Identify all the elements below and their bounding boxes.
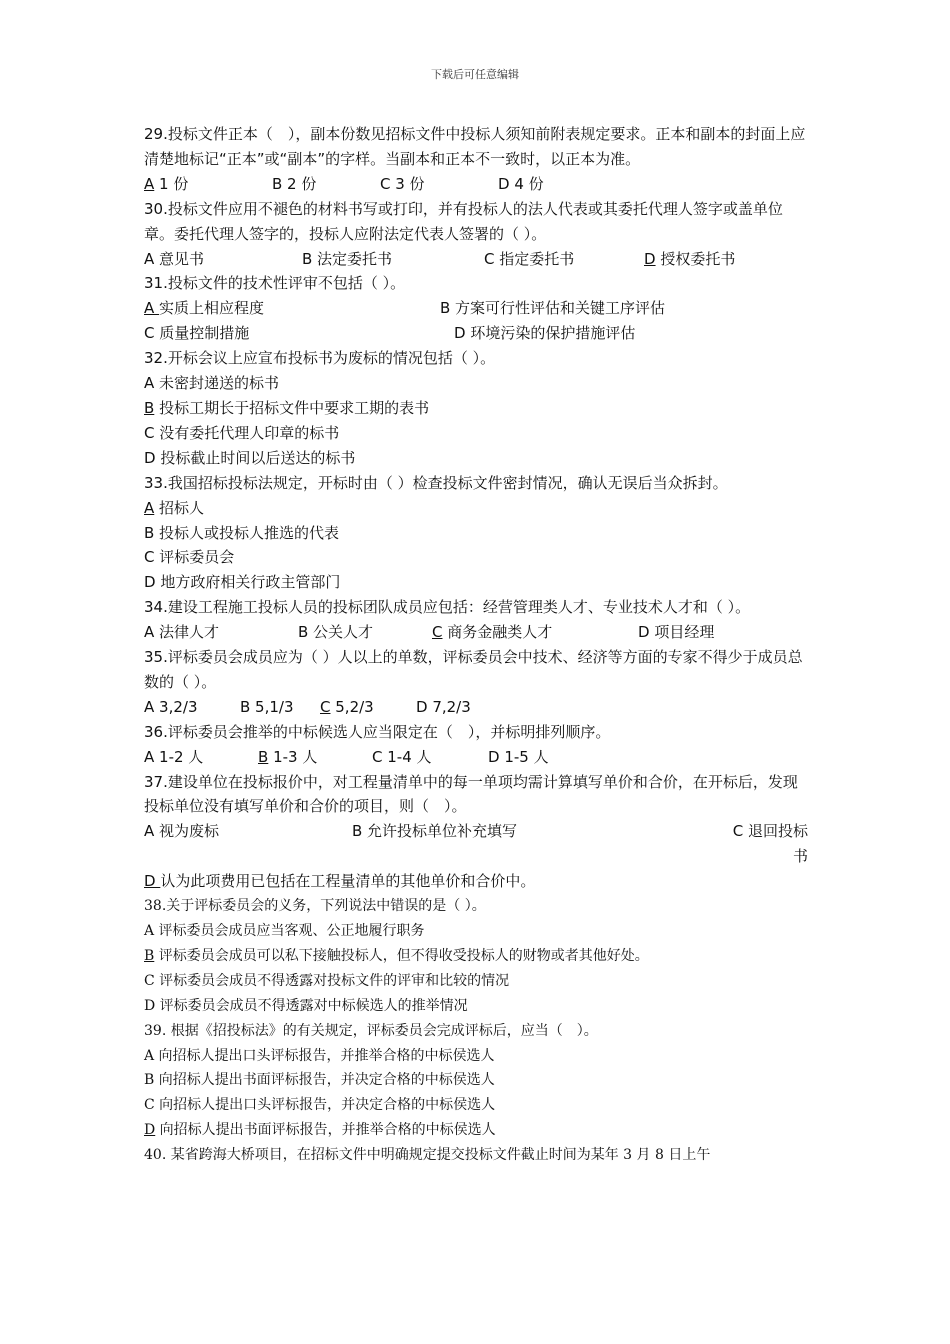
answer-mark: B (144, 947, 155, 964)
option-b: B 方案可行性评估和关键工序评估 (440, 299, 666, 318)
option-c: C 向招标人提出口头评标报告，并决定合格的中标侯选人 (144, 1097, 496, 1114)
option-c: C 5,2/3 (320, 697, 374, 716)
question-39-text: 39. 根据《招投标法》的有关规定，评标委员会完成评标后，应当（ ）。 (144, 1022, 598, 1039)
option-b: B 公关人才 (298, 623, 374, 642)
answer-mark: A (144, 174, 155, 193)
option-b: B 投标人或投标人推选的代表 (144, 523, 340, 542)
option-d: D 7,2/3 (416, 697, 471, 716)
question-32-text: 32.开标会议上应宣布投标书为废标的情况包括（ ）。 (144, 349, 496, 368)
question-35-options (144, 695, 808, 720)
answer-mark: A (144, 299, 160, 318)
option-b: B 评标委员会成员可以私下接触投标人，但不得收受投标人的财物或者其他好处。 (144, 947, 649, 964)
question-36-options (144, 745, 808, 770)
option-b: B 向招标人提出书面评标报告，并决定合格的中标侯选人 (144, 1072, 495, 1089)
option-b: B 法定委托书 (302, 249, 393, 268)
option-a: A 法律人才 (144, 623, 220, 642)
answer-mark: C (432, 623, 443, 642)
option-d: D 项目经理 (638, 623, 715, 642)
question-31-options-1 (144, 296, 808, 321)
option-a: A 意见书 (144, 249, 205, 268)
option-d: D 环境污染的保护措施评估 (454, 324, 636, 343)
page-header: 下载后可任意编辑 (431, 68, 519, 81)
answer-mark: A (144, 498, 155, 517)
question-31-text: 31.投标文件的技术性评审不包括（ ）。 (144, 274, 406, 293)
question-31-options-2 (144, 321, 808, 346)
option-d: D 1-5 人 (488, 747, 549, 766)
option-d: D 向招标人提出书面评标报告，并推举合格的中标侯选人 (144, 1122, 496, 1139)
question-30-options (144, 247, 808, 272)
option-b: B 1-3 人 (258, 747, 318, 766)
answer-mark: D (144, 1122, 156, 1139)
question-29-text: 29.投标文件正本（ ），副本份数见招标文件中投标人须知前附表规定要求。正本和副本的封面上应清楚地标记“正本”或“副本”的字样。当副本和正本不一致时，以正本为准。 (144, 125, 806, 168)
option-a: A 实质上相应程度 (144, 299, 265, 318)
option-c: C 指定委托书 (484, 249, 575, 268)
answer-mark: C (320, 697, 331, 716)
option-c: C 商务金融类人才 (432, 623, 553, 642)
option-a: A 未密封递送的标书 (144, 374, 280, 393)
option-a: A 评标委员会成员应当客观、公正地履行职务 (144, 923, 425, 939)
answer-mark: D (644, 249, 656, 268)
question-33-text: 33.我国招标投标法规定，开标时由（ ）检查投标文件密封情况，确认无误后当众拆封。 (144, 473, 728, 492)
question-29-options (144, 172, 808, 197)
option-c: C 3 份 (380, 174, 425, 193)
answer-mark: D (144, 872, 161, 891)
option-b: B 允许投标单位补充填写 (352, 822, 518, 841)
question-30-text: 30.投标文件应用不褪色的材料书写或打印，并有投标人的法人代表或其委托代理人签字或盖单位章。委托代理人签字的，投标人应附法定代表人签署的（ ）。 (144, 199, 783, 243)
question-list (144, 122, 808, 1168)
option-a: A 1-2 人 (144, 747, 204, 766)
option-b: B 5,1/3 (240, 697, 294, 716)
option-a: A 向招标人提出口头评标报告，并推举合格的中标侯选人 (144, 1047, 495, 1064)
option-d: D 投标截止时间以后送达的标书 (144, 448, 356, 467)
question-34-options (144, 620, 808, 645)
option-b: B 2 份 (272, 174, 317, 193)
option-c: C 评标委员会 (144, 548, 235, 567)
option-a: A 3,2/3 (144, 697, 198, 716)
option-d: D 4 份 (498, 174, 544, 193)
option-c: C 质量控制措施 (144, 324, 250, 343)
question-40-text: 40. 某省跨海大桥项目，在招标文件中明确规定提交投标文件截止时间为某年 3 月 8 日上午 (144, 1147, 711, 1164)
answer-mark: B (144, 398, 155, 417)
option-d: D 评标委员会成员不得透露对中标候选人的推举情况 (144, 997, 468, 1014)
question-35-text: 35.评标委员会成员应为（ ）人以上的单数，评标委员会中技术、经济等方面的专家不得少于成员总数的（ ）。 (144, 648, 803, 691)
option-d: D 授权委托书 (644, 249, 736, 268)
option-b: B 投标工期长于招标文件中要求工期的表书 (144, 398, 430, 417)
option-a: A 招标人 (144, 498, 205, 517)
answer-mark: B (258, 747, 269, 766)
question-38-text: 38.关于评标委员会的义务，下列说法中错误的是（ ）。 (144, 898, 486, 915)
option-c: C 退回投标书 (732, 822, 808, 866)
option-c: C 评标委员会成员不得透露对投标文件的评审和比较的情况 (144, 972, 510, 989)
option-d: D 认为此项费用已包括在工程量清单的其他单价和合价中。 (144, 872, 536, 891)
option-a: A 视为废标 (144, 822, 220, 841)
option-c: C 没有委托代理人印章的标书 (144, 423, 340, 442)
question-38-block (144, 894, 808, 1168)
option-c: C 1-4 人 (372, 747, 432, 766)
question-34-text: 34.建设工程施工投标人员的投标团队成员应包括：经营管理类人才、专业技术人才和（ ）。 (144, 598, 751, 617)
question-37-options-1 (144, 819, 808, 869)
option-a: A 1 份 (144, 174, 189, 193)
question-36-text: 36.评标委员会推举的中标候选人应当限定在（ ），并标明排列顺序。 (144, 722, 611, 741)
question-37-text: 37.建设单位在投标报价中，对工程量清单中的每一单项均需计算填写单价和合价，在开标后，发现投标单位没有填写单价和合价的项目，则（ ）。 (144, 772, 798, 816)
option-d: D 地方政府相关行政主管部门 (144, 573, 341, 592)
